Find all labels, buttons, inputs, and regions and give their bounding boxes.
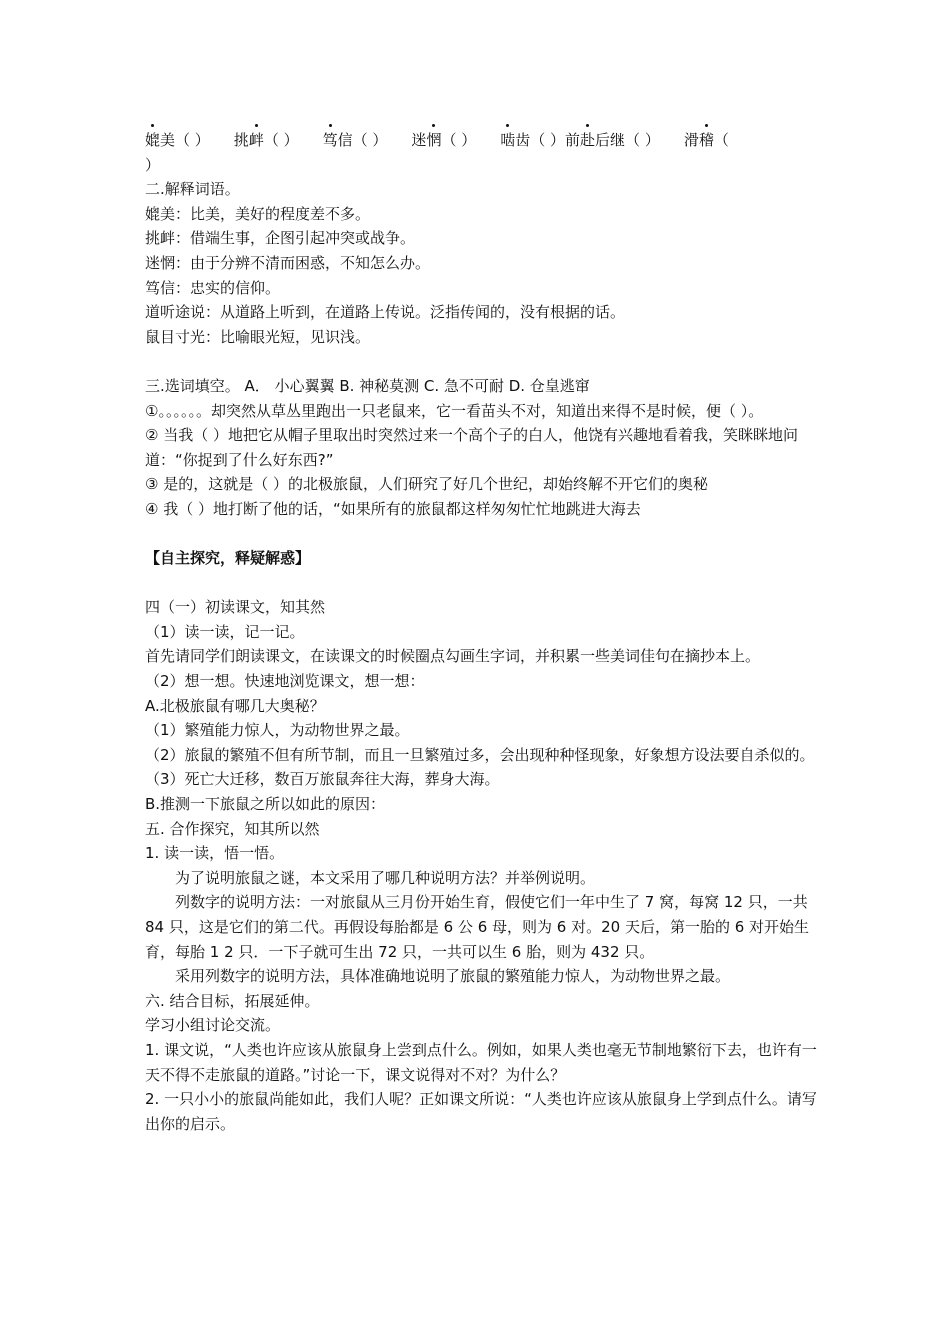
answer-1: （1）繁殖能力惊人，为动物世界之最。 (145, 721, 410, 740)
section2-title: 二.解释词语。 (145, 180, 240, 199)
fill-question-1: ①。。。。。。却突然从草丛里跑出一只老鼠来，它一看苗头不对，知道出来得不是时候，便（ ）。 (145, 401, 764, 420)
dotted-char: 惘 (426, 131, 442, 149)
pinyin-row (145, 128, 817, 153)
section3-title: 三.选词填空。 A． 小心翼翼 B. 神秘莫测 C. 急不可耐 D. 仓皇逃窜 (145, 376, 590, 395)
section-heading: 【自主探究，释疑解惑】 (145, 549, 311, 568)
answer-3: （3）死亡大迁移，数百万旅鼠奔往大海，葬身大海。 (145, 770, 500, 789)
section5-para-1: 为了说明旅鼠之谜，本文采用了哪几种说明方法？并举例说明。 (175, 868, 596, 887)
fill-question-3: ③ 是的，这就是（ ）的北极旅鼠，人们研究了好几个世纪，却始终解不开它们的奥秘 (145, 475, 708, 494)
definition-item: 迷惘：由于分辨不清而困惑，不知怎么办。 (145, 253, 431, 272)
fill-question-2: ② 当我（ ）地把它从帽子里取出时突然过来一个高个子的白人，他饶有兴趣地看着我，笑眯眯地问道：“你捉到了什么好东西?” (145, 426, 798, 469)
pinyin-row-end: ） (145, 155, 161, 174)
dotted-char: 笃 (322, 131, 338, 149)
section4-step1: （1）读一读，记一记。 (145, 622, 305, 641)
document-content (145, 128, 817, 1136)
question-a: A.北极旅鼠有哪几大奥秘？ (145, 696, 325, 715)
pinyin-item-1: 媲美（ ） (145, 131, 210, 149)
section5-para-2: 列数字的说明方法：一对旅鼠从三月份开始生育，假使它们一年中生了 7 窝，每窝 12 只，一共 84 只，这是它们的第二代。再假设每胎都是 6 公 6 母，则为 6 对。20 天后，第一胎的 6 对开始生育，每胎 1 2 只．一下子就可生出 72 只，一共可以生 6 胎，则为 432 只。 (145, 893, 810, 961)
discussion-question-2: 2. 一只小小的旅鼠尚能如此，我们人呢？正如课文所说：“人类也许应该从旅鼠身上学到点什么。请写出你的启示。 (145, 1090, 817, 1133)
pinyin-item-3: 笃信（ ） (322, 131, 388, 149)
question-b: B.推测一下旅鼠之所以如此的原因： (145, 795, 386, 814)
dotted-char: 稽 (698, 131, 714, 149)
section5-title: 五. 合作探究，知其所以然 (145, 819, 320, 838)
pinyin-item-2: 挑衅（ ） (233, 131, 299, 149)
section4-title: 四（一）初读课文，知其然 (145, 598, 326, 617)
definition-item: 道听途说：从道路上听到，在道路上传说。泛指传闻的，没有根据的话。 (145, 303, 626, 322)
section6-intro: 学习小组讨论交流。 (145, 1016, 281, 1035)
pinyin-item-5: 啮齿（ ） (500, 131, 566, 149)
pinyin-item-7: 滑稽（ (683, 131, 729, 149)
section5-step1: 1. 读一读，悟一悟。 (145, 844, 285, 863)
definition-item: 挑衅：借端生事，企图引起冲突或战争。 (145, 229, 416, 248)
pinyin-item-4: 迷惘（ ） (411, 131, 477, 149)
discussion-question-1: 1. 课文说，“人类也许应该从旅鼠身上尝到点什么。例如，如果人类也毫无节制地繁衍下去，也许有一天不得不走旅鼠的道路。”讨论一下，课文说得对不对？为什么？ (145, 1040, 817, 1084)
definition-item: 媲美：比美，美好的程度差不多。 (145, 204, 371, 223)
section6-title: 六. 结合目标，拓展延伸。 (145, 991, 320, 1010)
fill-question-4: ④ 我（ ）地打断了他的话，“如果所有的旅鼠都这样匆匆忙忙地跳进大海去 (145, 499, 641, 518)
dotted-char: 衅 (248, 131, 264, 149)
answer-2: （2）旅鼠的繁殖不但有所节制，而且一旦繁殖过多，会出现种种怪现象，好象想方设法要自杀似的。 (145, 745, 815, 764)
section4-step1-text: 首先请同学们朗读课文，在读课文的时候圈点勾画生字词，并积累一些美词佳句在摘抄本上。 (145, 647, 761, 666)
definition-item: 笃信：忠实的信仰。 (145, 278, 281, 297)
dotted-char: 赴 (580, 131, 596, 149)
section5-para-3: 采用列数字的说明方法，具体准确地说明了旅鼠的繁殖能力惊人，为动物世界之最。 (175, 967, 731, 986)
dotted-char: 啮 (500, 131, 516, 149)
pinyin-item-6: 前赴后继（ ） (565, 131, 660, 149)
section4-step2: （2）想一想。快速地浏览课文，想一想： (145, 672, 425, 691)
dotted-char: 媲 (145, 131, 161, 149)
definition-item: 鼠目寸光：比喻眼光短，见识浅。 (145, 327, 371, 346)
